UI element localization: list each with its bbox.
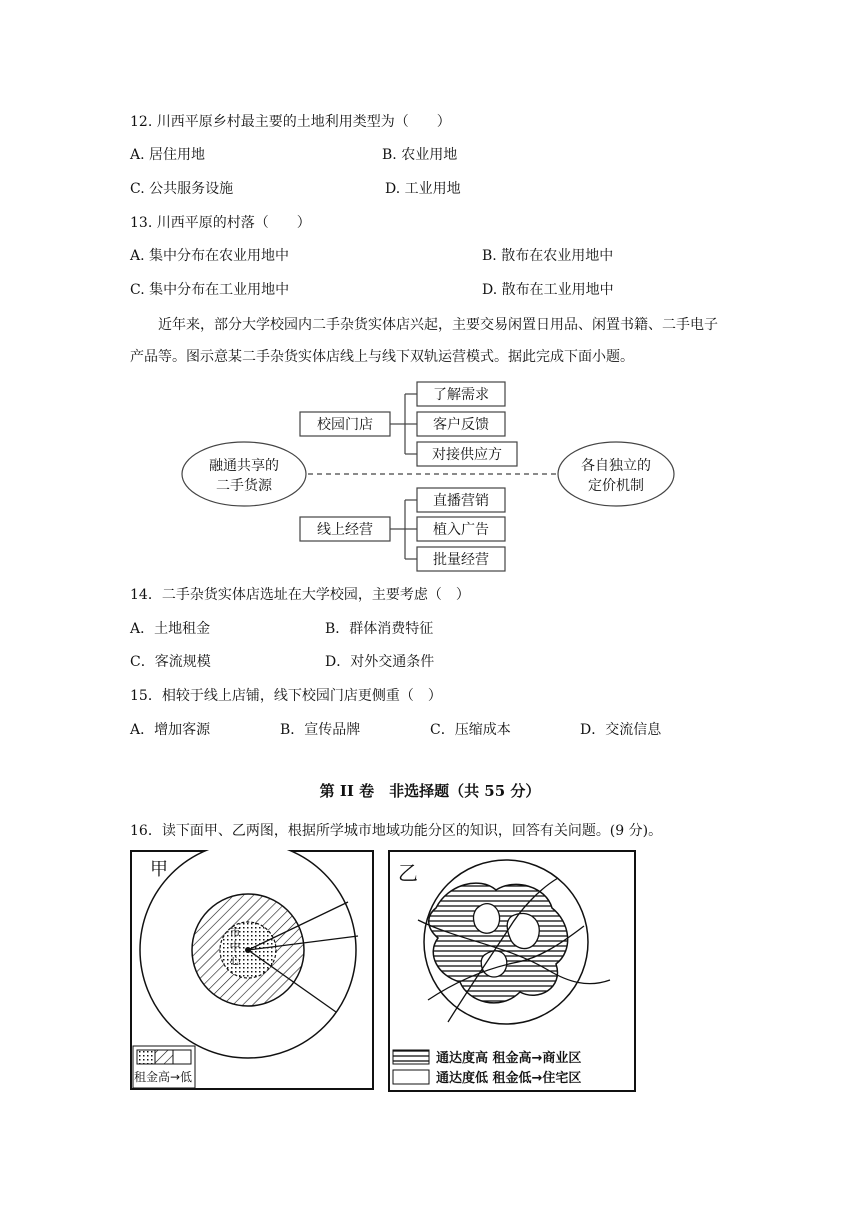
q12-option-d[interactable]: D. 工业用地	[385, 181, 461, 197]
online-label: 线上经营	[317, 522, 373, 538]
q14-option-b[interactable]: B．群体消费特征	[325, 621, 434, 637]
shared-source-ellipse	[182, 442, 306, 506]
q15-option-d[interactable]: D．交流信息	[580, 722, 662, 738]
campus-item-3: 对接供应方	[432, 447, 502, 463]
left-ellipse-line1: 融通共享的	[209, 458, 279, 474]
question-14-stem: 14．二手杂货实体店选址在大学校园，主要考虑（ ）	[130, 587, 470, 603]
campus-item-2: 客户反馈	[433, 417, 489, 433]
legend-residential-swatch	[393, 1070, 429, 1084]
q13-option-d[interactable]: D. 散布在工业用地中	[482, 282, 614, 298]
question-13-stem: 13. 川西平原的村落（ ）	[130, 215, 311, 231]
q15-option-a[interactable]: A．增加客源	[130, 722, 211, 738]
map-jia	[130, 850, 375, 1090]
left-ellipse-line2: 二手货源	[216, 478, 272, 494]
map-yi-legend-1: 通达度高 租金高→商业区	[436, 1051, 582, 1066]
q13-option-c[interactable]: C. 集中分布在工业用地中	[130, 282, 290, 298]
section-2-title: 第 II 卷 非选择题（共 55 分）	[319, 782, 541, 800]
center-text-3: 心	[229, 954, 241, 967]
map-jia-legend-swatches	[137, 1050, 191, 1064]
campus-store-label: 校园门店	[317, 417, 373, 433]
q15-option-c[interactable]: C．压缩成本	[430, 722, 511, 738]
operation-model-diagram	[180, 378, 680, 572]
map-yi	[388, 850, 636, 1092]
question-12-stem: 12. 川西平原乡村最主要的土地利用类型为（ ）	[130, 114, 451, 130]
online-item-1: 直播营销	[433, 493, 489, 509]
online-item-3: 批量经营	[433, 552, 489, 568]
q13-option-b[interactable]: B. 散布在农业用地中	[482, 248, 614, 264]
q13-option-a[interactable]: A. 集中分布在农业用地中	[130, 248, 290, 264]
q12-option-b[interactable]: B. 农业用地	[382, 147, 458, 163]
q14-option-a[interactable]: A．土地租金	[130, 621, 211, 637]
q12-option-c[interactable]: C. 公共服务设施	[130, 181, 234, 197]
center-text-2: 中	[229, 940, 241, 953]
pricing-ellipse	[558, 442, 674, 506]
question-15-stem: 15．相较于线上店铺，线下校园门店更侧重（ ）	[130, 688, 442, 704]
q12-option-a[interactable]: A. 居住用地	[130, 147, 206, 163]
map-yi-label: 乙	[398, 861, 418, 885]
q14-option-d[interactable]: D．对外交通条件	[325, 654, 435, 670]
campus-item-1: 了解需求	[433, 387, 489, 403]
legend-commercial-swatch	[393, 1050, 429, 1064]
right-ellipse-line1: 各自独立的	[581, 458, 651, 474]
q15-option-b[interactable]: B．宣传品牌	[280, 722, 361, 738]
center-text-1: 市	[229, 926, 241, 939]
map-jia-label: 甲	[150, 859, 168, 880]
intro-paragraph: 近年来，部分大学校园内二手杂货实体店兴起，主要交易闲置日用品、闲置书籍、二手电子产品等。图示意某二手杂货实体店线上与线下双轨运营模式。据此完成下面小题。	[130, 317, 718, 365]
right-ellipse-line2: 定价机制	[588, 478, 644, 494]
map-yi-legend-2: 通达度低 租金低→住宅区	[436, 1071, 582, 1086]
online-item-2: 植入广告	[433, 522, 489, 538]
q14-option-c[interactable]: C．客流规模	[130, 654, 211, 670]
map-jia-legend: 租金高→低	[134, 1070, 193, 1084]
question-16-stem: 16．读下面甲、乙两图，根据所学城市地域功能分区的知识，回答有关问题。(9 分)。	[130, 823, 663, 839]
